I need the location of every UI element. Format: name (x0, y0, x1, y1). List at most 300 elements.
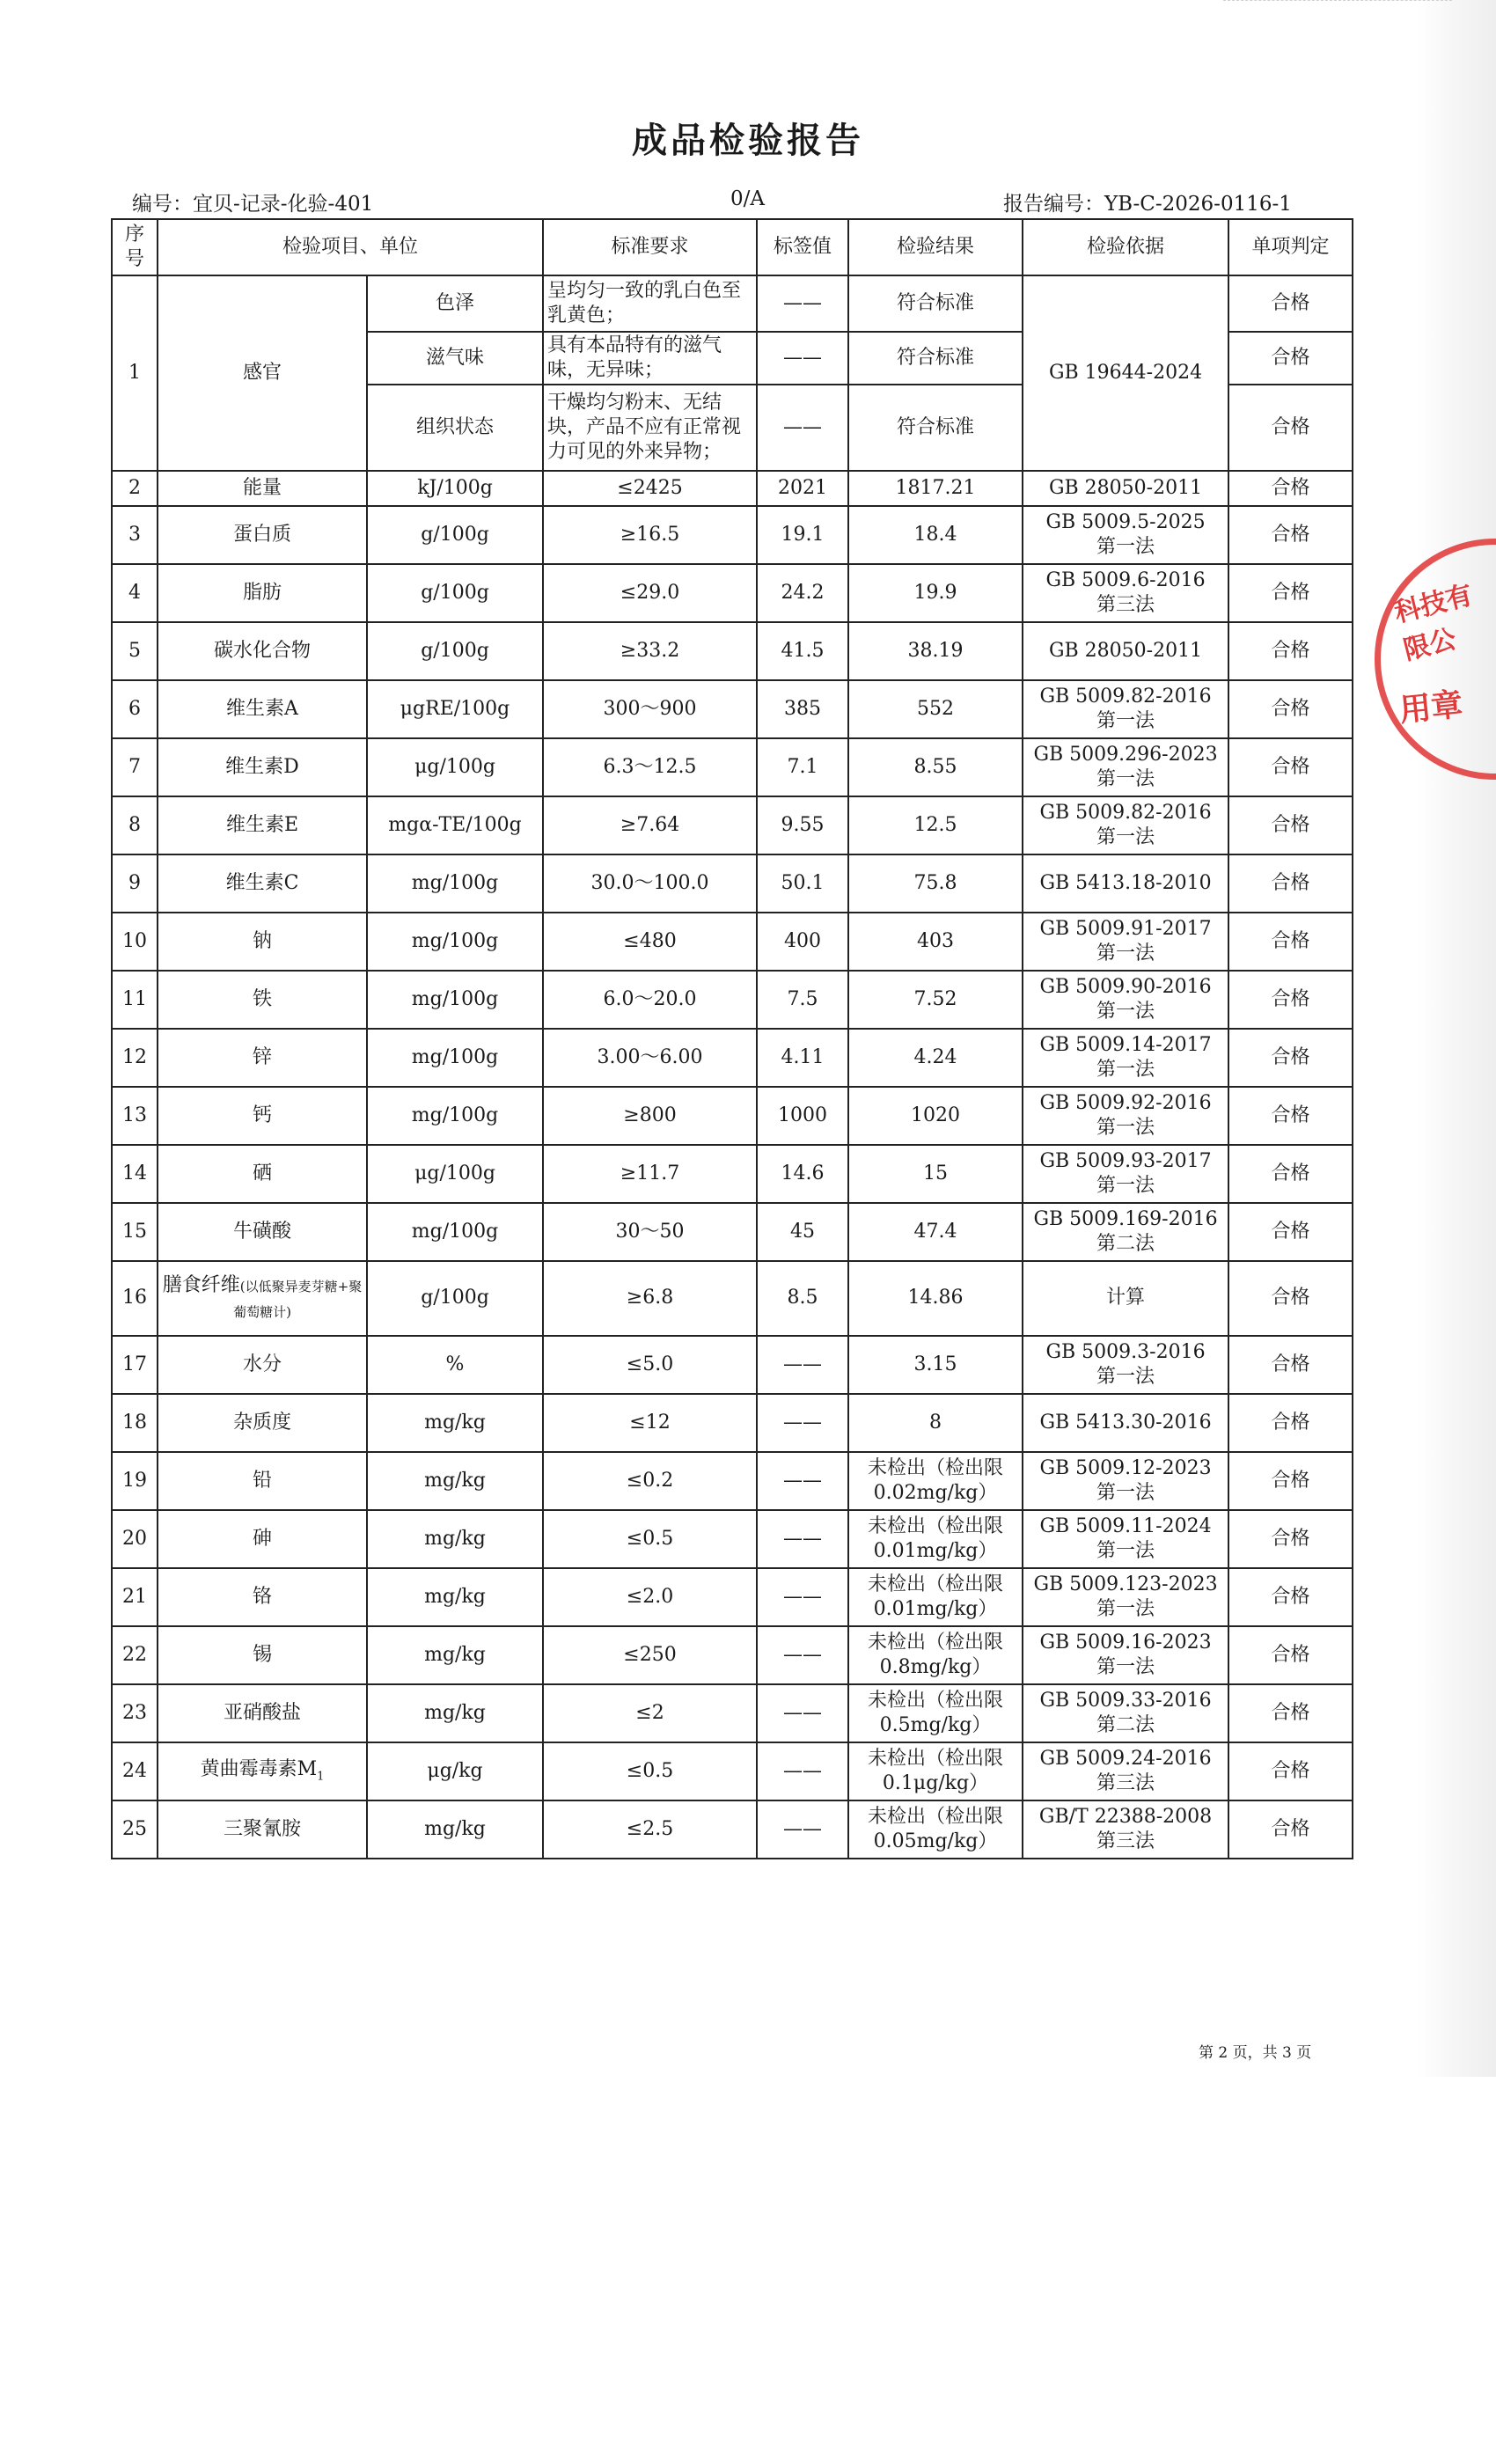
row-no: 15 (112, 1203, 158, 1261)
row-label-value: —— (757, 1684, 848, 1742)
row-judgement: 合格 (1228, 1336, 1353, 1394)
row-result: 8 (848, 1394, 1023, 1452)
row-basis: GB 19644-2024 (1023, 275, 1228, 471)
row-basis-standard: GB 5009.296-2023 (1033, 743, 1218, 766)
row-unit: mg/kg (367, 1800, 543, 1859)
table-row (112, 1336, 1353, 1394)
row-basis (1023, 971, 1228, 1029)
table-row (112, 1742, 1353, 1800)
row-result: 1020 (848, 1087, 1023, 1145)
table-row (112, 1684, 1353, 1742)
row-basis-standard: GB 5009.93-2017 (1039, 1149, 1212, 1172)
revision: 0/A (730, 187, 765, 210)
row-judgement: 合格 (1228, 1800, 1353, 1859)
table-row (112, 854, 1353, 913)
row-no: 25 (112, 1800, 158, 1859)
scan-shadow (1417, 0, 1496, 2077)
row-no: 17 (112, 1336, 158, 1394)
table-row (112, 680, 1353, 738)
row-standard: ≤2.0 (543, 1568, 757, 1626)
row-unit: mg/kg (367, 1452, 543, 1510)
row-unit: μgRE/100g (367, 680, 543, 738)
row-basis (1023, 1261, 1228, 1336)
row-no: 12 (112, 1029, 158, 1087)
row-basis (1023, 738, 1228, 796)
row-basis-method: 第一法 (1096, 1366, 1155, 1388)
row-basis-method: 第一法 (1096, 1540, 1155, 1562)
col-header-result: 检验结果 (848, 219, 1023, 275)
row-unit: g/100g (367, 564, 543, 622)
row-label-value: 50.1 (757, 854, 848, 913)
row-basis-standard: GB 5009.82-2016 (1039, 685, 1212, 708)
row-basis-standard: 计算 (1106, 1287, 1146, 1309)
row-item (158, 1261, 367, 1336)
row-no: 13 (112, 1087, 158, 1145)
row-label-value: 4.11 (757, 1029, 848, 1087)
row-basis-standard: GB 5009.123-2023 (1033, 1573, 1218, 1595)
row-basis-standard: GB 5009.6-2016 (1045, 568, 1206, 591)
row-standard: ≤29.0 (543, 564, 757, 622)
report-title: 成品检验报告 (632, 121, 864, 161)
row-basis-method: 第三法 (1096, 1772, 1155, 1794)
row-unit: mg/kg (367, 1626, 543, 1684)
record-number: 编号：宜贝-记录-化验-401 (132, 193, 374, 216)
table-row (112, 913, 1353, 971)
row-result: 未检出（检出限0.01mg/kg） (848, 1510, 1023, 1568)
row-item (158, 1800, 367, 1859)
row-no: 20 (112, 1510, 158, 1568)
row-basis-method: 第二法 (1096, 1233, 1155, 1255)
row-item (158, 854, 367, 913)
row-basis (1023, 1626, 1228, 1684)
row-basis-standard: GB 28050-2011 (1048, 639, 1203, 662)
row-basis-method: 第一法 (1096, 1117, 1155, 1139)
row-unit: mg/kg (367, 1510, 543, 1568)
row-item (158, 1203, 367, 1261)
row-item (158, 680, 367, 738)
row-no: 8 (112, 796, 158, 854)
row-no: 18 (112, 1394, 158, 1452)
table-row (112, 471, 1353, 506)
row-standard: ≥16.5 (543, 506, 757, 564)
row-item-name: 锡 (252, 1643, 272, 1666)
row-no: 16 (112, 1261, 158, 1336)
table-row (112, 1510, 1353, 1568)
row-subitem: 色泽 (367, 275, 543, 332)
row-label-value: 385 (757, 680, 848, 738)
row-item (158, 738, 367, 796)
row-unit: mg/100g (367, 1029, 543, 1087)
row-basis-standard: GB 5413.18-2010 (1039, 871, 1212, 894)
row-unit: kJ/100g (367, 471, 543, 506)
row-basis-method: 第一法 (1096, 1001, 1155, 1023)
row-label-value: 45 (757, 1203, 848, 1261)
row-basis-standard: GB 5009.14-2017 (1039, 1033, 1212, 1056)
row-item-name: 三聚氰胺 (223, 1817, 301, 1840)
row-basis-standard: GB 5009.90-2016 (1039, 975, 1212, 998)
row-judgement: 合格 (1228, 1568, 1353, 1626)
row-judgement: 合格 (1228, 854, 1353, 913)
row-label-value: —— (757, 1452, 848, 1510)
row-label-value: —— (757, 385, 848, 471)
row-label-value: 9.55 (757, 796, 848, 854)
row-no: 4 (112, 564, 158, 622)
row-judgement: 合格 (1228, 1261, 1353, 1336)
row-item-name: 钙 (252, 1104, 272, 1126)
row-subitem: 滋气味 (367, 332, 543, 385)
row-basis (1023, 1336, 1228, 1394)
row-no: 11 (112, 971, 158, 1029)
row-item-name: 维生素A (226, 697, 298, 720)
row-basis-standard: GB 5009.11-2024 (1039, 1514, 1212, 1537)
report-number: 报告编号：YB-C-2026-0116-1 (1003, 193, 1292, 216)
row-label-value: —— (757, 1742, 848, 1800)
row-basis (1023, 1145, 1228, 1203)
row-no: 21 (112, 1568, 158, 1626)
row-unit: mg/100g (367, 1087, 543, 1145)
row-label-value: —— (757, 1394, 848, 1452)
row-item-subscript: 1 (317, 1770, 325, 1784)
row-standard: 30.0～100.0 (543, 854, 757, 913)
row-standard: ≥11.7 (543, 1145, 757, 1203)
row-standard: ≤5.0 (543, 1336, 757, 1394)
row-item-note: (以低聚异麦芽糖+聚葡萄糖计) (233, 1279, 363, 1320)
row-basis-standard: GB 5009.12-2023 (1039, 1456, 1212, 1479)
row-result: 1817.21 (848, 471, 1023, 506)
row-basis (1023, 471, 1228, 506)
row-item (158, 1626, 367, 1684)
row-label-value: 7.5 (757, 971, 848, 1029)
row-judgement: 合格 (1228, 1087, 1353, 1145)
row-item-name: 维生素C (225, 871, 299, 894)
row-judgement: 合格 (1228, 738, 1353, 796)
row-label-value: —— (757, 1336, 848, 1394)
col-header-standard: 标准要求 (543, 219, 757, 275)
row-item (158, 1336, 367, 1394)
row-no: 22 (112, 1626, 158, 1684)
row-judgement: 合格 (1228, 1510, 1353, 1568)
row-basis (1023, 1800, 1228, 1859)
row-basis-method: 第一法 (1096, 826, 1155, 848)
row-result: 未检出（检出限0.1μg/kg） (848, 1742, 1023, 1800)
row-unit: % (367, 1336, 543, 1394)
row-standard: 300～900 (543, 680, 757, 738)
col-header-label-value: 标签值 (757, 219, 848, 275)
row-item-name: 铁 (252, 987, 272, 1010)
row-basis-method: 第一法 (1096, 1482, 1155, 1504)
row-label-value: 8.5 (757, 1261, 848, 1336)
table-row (112, 1087, 1353, 1145)
row-result: 符合标准 (848, 332, 1023, 385)
row-basis-method: 第三法 (1096, 594, 1155, 616)
row-judgement: 合格 (1228, 506, 1353, 564)
row-judgement: 合格 (1228, 1029, 1353, 1087)
row-item (158, 1684, 367, 1742)
row-unit: g/100g (367, 1261, 543, 1336)
row-item (158, 971, 367, 1029)
row-result: 14.86 (848, 1261, 1023, 1336)
row-standard: ≥800 (543, 1087, 757, 1145)
row-item: 感官 (158, 275, 367, 471)
row-label-value: —— (757, 1568, 848, 1626)
table-row (112, 1800, 1353, 1859)
row-result: 15 (848, 1145, 1023, 1203)
row-basis-standard: GB 5009.33-2016 (1039, 1689, 1212, 1712)
table-row (112, 275, 1353, 332)
row-unit: mg/100g (367, 1203, 543, 1261)
table-row (112, 971, 1353, 1029)
col-header-basis: 检验依据 (1023, 219, 1228, 275)
row-result: 552 (848, 680, 1023, 738)
row-judgement: 合格 (1228, 1684, 1353, 1742)
row-standard: 3.00～6.00 (543, 1029, 757, 1087)
row-standard: ≤2 (543, 1684, 757, 1742)
row-result: 符合标准 (848, 385, 1023, 471)
row-standard: 6.3～12.5 (543, 738, 757, 796)
row-judgement: 合格 (1228, 275, 1353, 332)
row-standard: ≤2425 (543, 471, 757, 506)
row-unit: μg/100g (367, 1145, 543, 1203)
row-label-value: —— (757, 1800, 848, 1859)
row-basis-method: 第二法 (1096, 1714, 1155, 1736)
row-unit: mg/kg (367, 1568, 543, 1626)
row-basis-method: 第一法 (1096, 942, 1155, 964)
row-unit: mgα-TE/100g (367, 796, 543, 854)
row-item-name: 钠 (252, 929, 272, 952)
row-label-value: 400 (757, 913, 848, 971)
row-item (158, 1029, 367, 1087)
row-basis-method: 第一法 (1096, 1175, 1155, 1197)
row-result: 未检出（检出限0.05mg/kg） (848, 1800, 1023, 1859)
row-item (158, 913, 367, 971)
row-basis (1023, 1087, 1228, 1145)
row-no: 6 (112, 680, 158, 738)
row-basis-standard: GB 5009.82-2016 (1039, 801, 1212, 824)
row-label-value: —— (757, 1510, 848, 1568)
row-unit: mg/100g (367, 913, 543, 971)
table-row (112, 506, 1353, 564)
row-label-value: 2021 (757, 471, 848, 506)
row-judgement: 合格 (1228, 1203, 1353, 1261)
row-item-name: 砷 (252, 1527, 272, 1550)
row-judgement: 合格 (1228, 385, 1353, 471)
row-no: 1 (112, 275, 158, 471)
row-judgement: 合格 (1228, 1145, 1353, 1203)
row-standard: ≤0.5 (543, 1510, 757, 1568)
table-header-row (112, 219, 1353, 275)
row-basis (1023, 680, 1228, 738)
row-basis-standard: GB 5009.24-2016 (1039, 1747, 1212, 1770)
table-row (112, 1626, 1353, 1684)
row-basis-standard: GB 5009.169-2016 (1033, 1207, 1218, 1230)
row-basis-standard: GB 5009.3-2016 (1045, 1340, 1206, 1363)
row-unit: μg/100g (367, 738, 543, 796)
row-item-name: 杂质度 (232, 1411, 291, 1434)
row-standard: ≤250 (543, 1626, 757, 1684)
page-number: 第 2 页，共 3 页 (1199, 2044, 1312, 2062)
row-item (158, 506, 367, 564)
row-item (158, 1394, 367, 1452)
row-no: 23 (112, 1684, 158, 1742)
row-no: 3 (112, 506, 158, 564)
row-result: 3.15 (848, 1336, 1023, 1394)
row-basis-method: 第一法 (1096, 536, 1155, 558)
scan-mark (1223, 0, 1452, 20)
row-judgement: 合格 (1228, 796, 1353, 854)
row-basis (1023, 506, 1228, 564)
row-basis (1023, 796, 1228, 854)
row-item-name: 脂肪 (242, 581, 282, 604)
row-item (158, 564, 367, 622)
row-no: 5 (112, 622, 158, 680)
row-basis-method: 第三法 (1096, 1830, 1155, 1852)
row-item-name: 维生素D (225, 755, 299, 778)
row-item (158, 622, 367, 680)
row-item-name: 铅 (252, 1469, 272, 1492)
row-result: 38.19 (848, 622, 1023, 680)
row-judgement: 合格 (1228, 680, 1353, 738)
row-basis-standard: GB 5009.92-2016 (1039, 1091, 1212, 1114)
row-standard: ≤0.2 (543, 1452, 757, 1510)
row-label-value: 7.1 (757, 738, 848, 796)
row-item-name: 锌 (252, 1045, 272, 1068)
row-unit: g/100g (367, 506, 543, 564)
row-result: 未检出（检出限0.5mg/kg） (848, 1684, 1023, 1742)
row-label-value: —— (757, 275, 848, 332)
row-label-value: 14.6 (757, 1145, 848, 1203)
row-standard: ≤480 (543, 913, 757, 971)
row-label-value: 41.5 (757, 622, 848, 680)
row-result: 未检出（检出限0.8mg/kg） (848, 1626, 1023, 1684)
row-judgement: 合格 (1228, 1742, 1353, 1800)
row-label-value: 19.1 (757, 506, 848, 564)
row-unit: mg/kg (367, 1684, 543, 1742)
row-basis-method: 第一法 (1096, 710, 1155, 732)
row-basis (1023, 1452, 1228, 1510)
row-standard: 30～50 (543, 1203, 757, 1261)
row-result: 未检出（检出限0.02mg/kg） (848, 1452, 1023, 1510)
table-row (112, 1568, 1353, 1626)
row-item (158, 1145, 367, 1203)
row-basis (1023, 1510, 1228, 1568)
row-judgement: 合格 (1228, 471, 1353, 506)
table-row (112, 1261, 1353, 1336)
seal-text: 科技有限公 (1390, 579, 1476, 667)
table-row (112, 622, 1353, 680)
row-basis-standard: GB/T 22388-2008 (1038, 1805, 1213, 1828)
row-basis (1023, 564, 1228, 622)
row-item-name: 维生素E (225, 813, 299, 836)
row-basis-standard: GB 5009.16-2023 (1039, 1631, 1212, 1654)
row-item-name: 能量 (242, 476, 282, 499)
row-result: 12.5 (848, 796, 1023, 854)
row-basis-standard: GB 5009.91-2017 (1039, 917, 1212, 940)
row-standard: 干燥均匀粉末、无结块，产品不应有正常视力可见的外来异物； (543, 385, 757, 471)
row-item (158, 1742, 367, 1800)
row-item (158, 471, 367, 506)
row-standard: 呈均匀一致的乳白色至乳黄色； (543, 275, 757, 332)
row-no: 2 (112, 471, 158, 506)
row-subitem: 组织状态 (367, 385, 543, 471)
row-no: 19 (112, 1452, 158, 1510)
row-label-value: —— (757, 332, 848, 385)
row-result: 47.4 (848, 1203, 1023, 1261)
inspection-table (111, 218, 1353, 1859)
table-row (112, 738, 1353, 796)
row-label-value: 24.2 (757, 564, 848, 622)
row-basis (1023, 854, 1228, 913)
row-no: 24 (112, 1742, 158, 1800)
row-basis-method: 第一法 (1096, 1059, 1155, 1081)
row-standard: ≤0.5 (543, 1742, 757, 1800)
table-row (112, 796, 1353, 854)
row-basis (1023, 1203, 1228, 1261)
row-result: 7.52 (848, 971, 1023, 1029)
row-item (158, 1568, 367, 1626)
row-result: 19.9 (848, 564, 1023, 622)
row-standard: 6.0～20.0 (543, 971, 757, 1029)
row-basis (1023, 1742, 1228, 1800)
row-result: 符合标准 (848, 275, 1023, 332)
col-header-judgement: 单项判定 (1228, 219, 1353, 275)
table-row (112, 1394, 1353, 1452)
row-unit: mg/100g (367, 854, 543, 913)
row-result: 18.4 (848, 506, 1023, 564)
row-item (158, 1452, 367, 1510)
row-unit: mg/kg (367, 1394, 543, 1452)
row-basis-standard: GB 5009.5-2025 (1045, 510, 1206, 533)
row-standard: ≥7.64 (543, 796, 757, 854)
row-basis-method: 第一法 (1096, 1598, 1155, 1620)
row-basis (1023, 622, 1228, 680)
row-result: 75.8 (848, 854, 1023, 913)
row-basis (1023, 1029, 1228, 1087)
row-basis (1023, 1394, 1228, 1452)
row-no: 14 (112, 1145, 158, 1203)
row-unit: μg/kg (367, 1742, 543, 1800)
col-header-no: 序号 (112, 219, 158, 275)
col-header-item: 检验项目、单位 (158, 219, 543, 275)
row-item-name: 亚硝酸盐 (223, 1701, 301, 1724)
row-item-name: 水分 (242, 1353, 282, 1375)
row-judgement: 合格 (1228, 1394, 1353, 1452)
row-result: 未检出（检出限0.01mg/kg） (848, 1568, 1023, 1626)
row-item-name: 黄曲霉毒素M (200, 1758, 318, 1781)
row-standard: ≥6.8 (543, 1261, 757, 1336)
row-judgement: 合格 (1228, 913, 1353, 971)
table-row (112, 1203, 1353, 1261)
table-row (112, 1145, 1353, 1203)
row-item-name: 牛磺酸 (232, 1220, 291, 1243)
seal-text: 用章 (1397, 686, 1465, 730)
row-standard: 具有本品特有的滋气味，无异味； (543, 332, 757, 385)
row-basis-method: 第一法 (1096, 768, 1155, 790)
row-label-value: —— (757, 1626, 848, 1684)
row-result: 4.24 (848, 1029, 1023, 1087)
table-row (112, 1452, 1353, 1510)
row-basis-method: 第一法 (1096, 1656, 1155, 1678)
row-item (158, 1087, 367, 1145)
row-basis-standard: GB 28050-2011 (1048, 476, 1203, 499)
table-row (112, 564, 1353, 622)
row-item-name: 蛋白质 (232, 523, 291, 546)
row-no: 10 (112, 913, 158, 971)
row-basis (1023, 913, 1228, 971)
row-item-name: 铬 (252, 1585, 272, 1608)
row-no: 7 (112, 738, 158, 796)
row-standard: ≤12 (543, 1394, 757, 1452)
row-result: 403 (848, 913, 1023, 971)
